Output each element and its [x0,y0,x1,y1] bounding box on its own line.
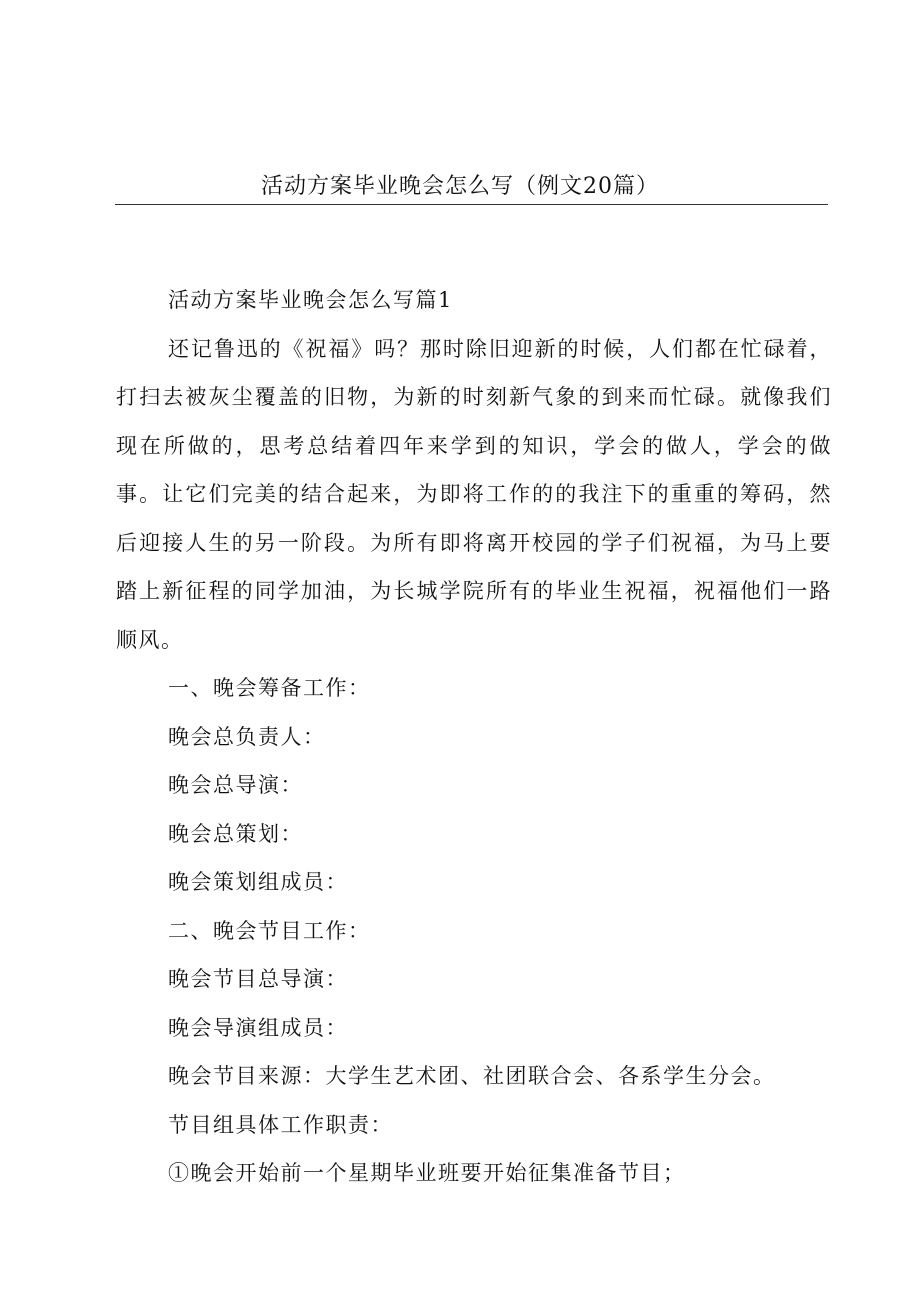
section-heading: 活动方案毕业晚会怎么写篇1 [168,288,453,312]
line-program-sources: 晚会节目来源：大学生艺术团、社团联合会、各系学生分会。 [168,1064,776,1088]
line-overall-director: 晚会总导演： [168,773,303,797]
title-underline [115,204,828,205]
line-overall-planner: 晚会总策划： [168,821,303,846]
line-planning-members: 晚会策划组成员： [168,870,348,894]
heading-program-work: 二、晚会节目工作： [168,918,371,943]
list-item-duty-1: ①晚会开始前一个星期毕业班要开始征集准备节目； [168,1161,686,1185]
line-director-members: 晚会导演组成员： [168,1015,348,1040]
line-program-duties: 节目组具体工作职责： [168,1112,393,1137]
intro-paragraph: 还记鲁迅的《祝福》吗？那时除旧迎新的时候，人们都在忙碌着，打扫去被灰尘覆盖的旧物，为新的时刻新气象的到来而忙碌。就像我们现在所做的，思考总结着四年来学到的知识，学会的做人，学会的做事。让它们完美的结合起来，为即将工作的的我注下的重重的筹码，然后迎接人生的另一阶段。为所有即将离开校园的学子们祝福，为马上要踏上新征程的同学加油，为长城学院所有的毕业生祝福，祝福他们一路顺风。 [116,336,832,652]
line-overall-manager: 晚会总负责人： [168,724,326,749]
line-program-director: 晚会节目总导演： [168,967,348,991]
document-title: 活动方案毕业晚会怎么写（例文20篇） [261,174,659,199]
document-body [116,276,832,1198]
heading-preparation-work: 一、晚会筹备工作： [168,676,371,700]
